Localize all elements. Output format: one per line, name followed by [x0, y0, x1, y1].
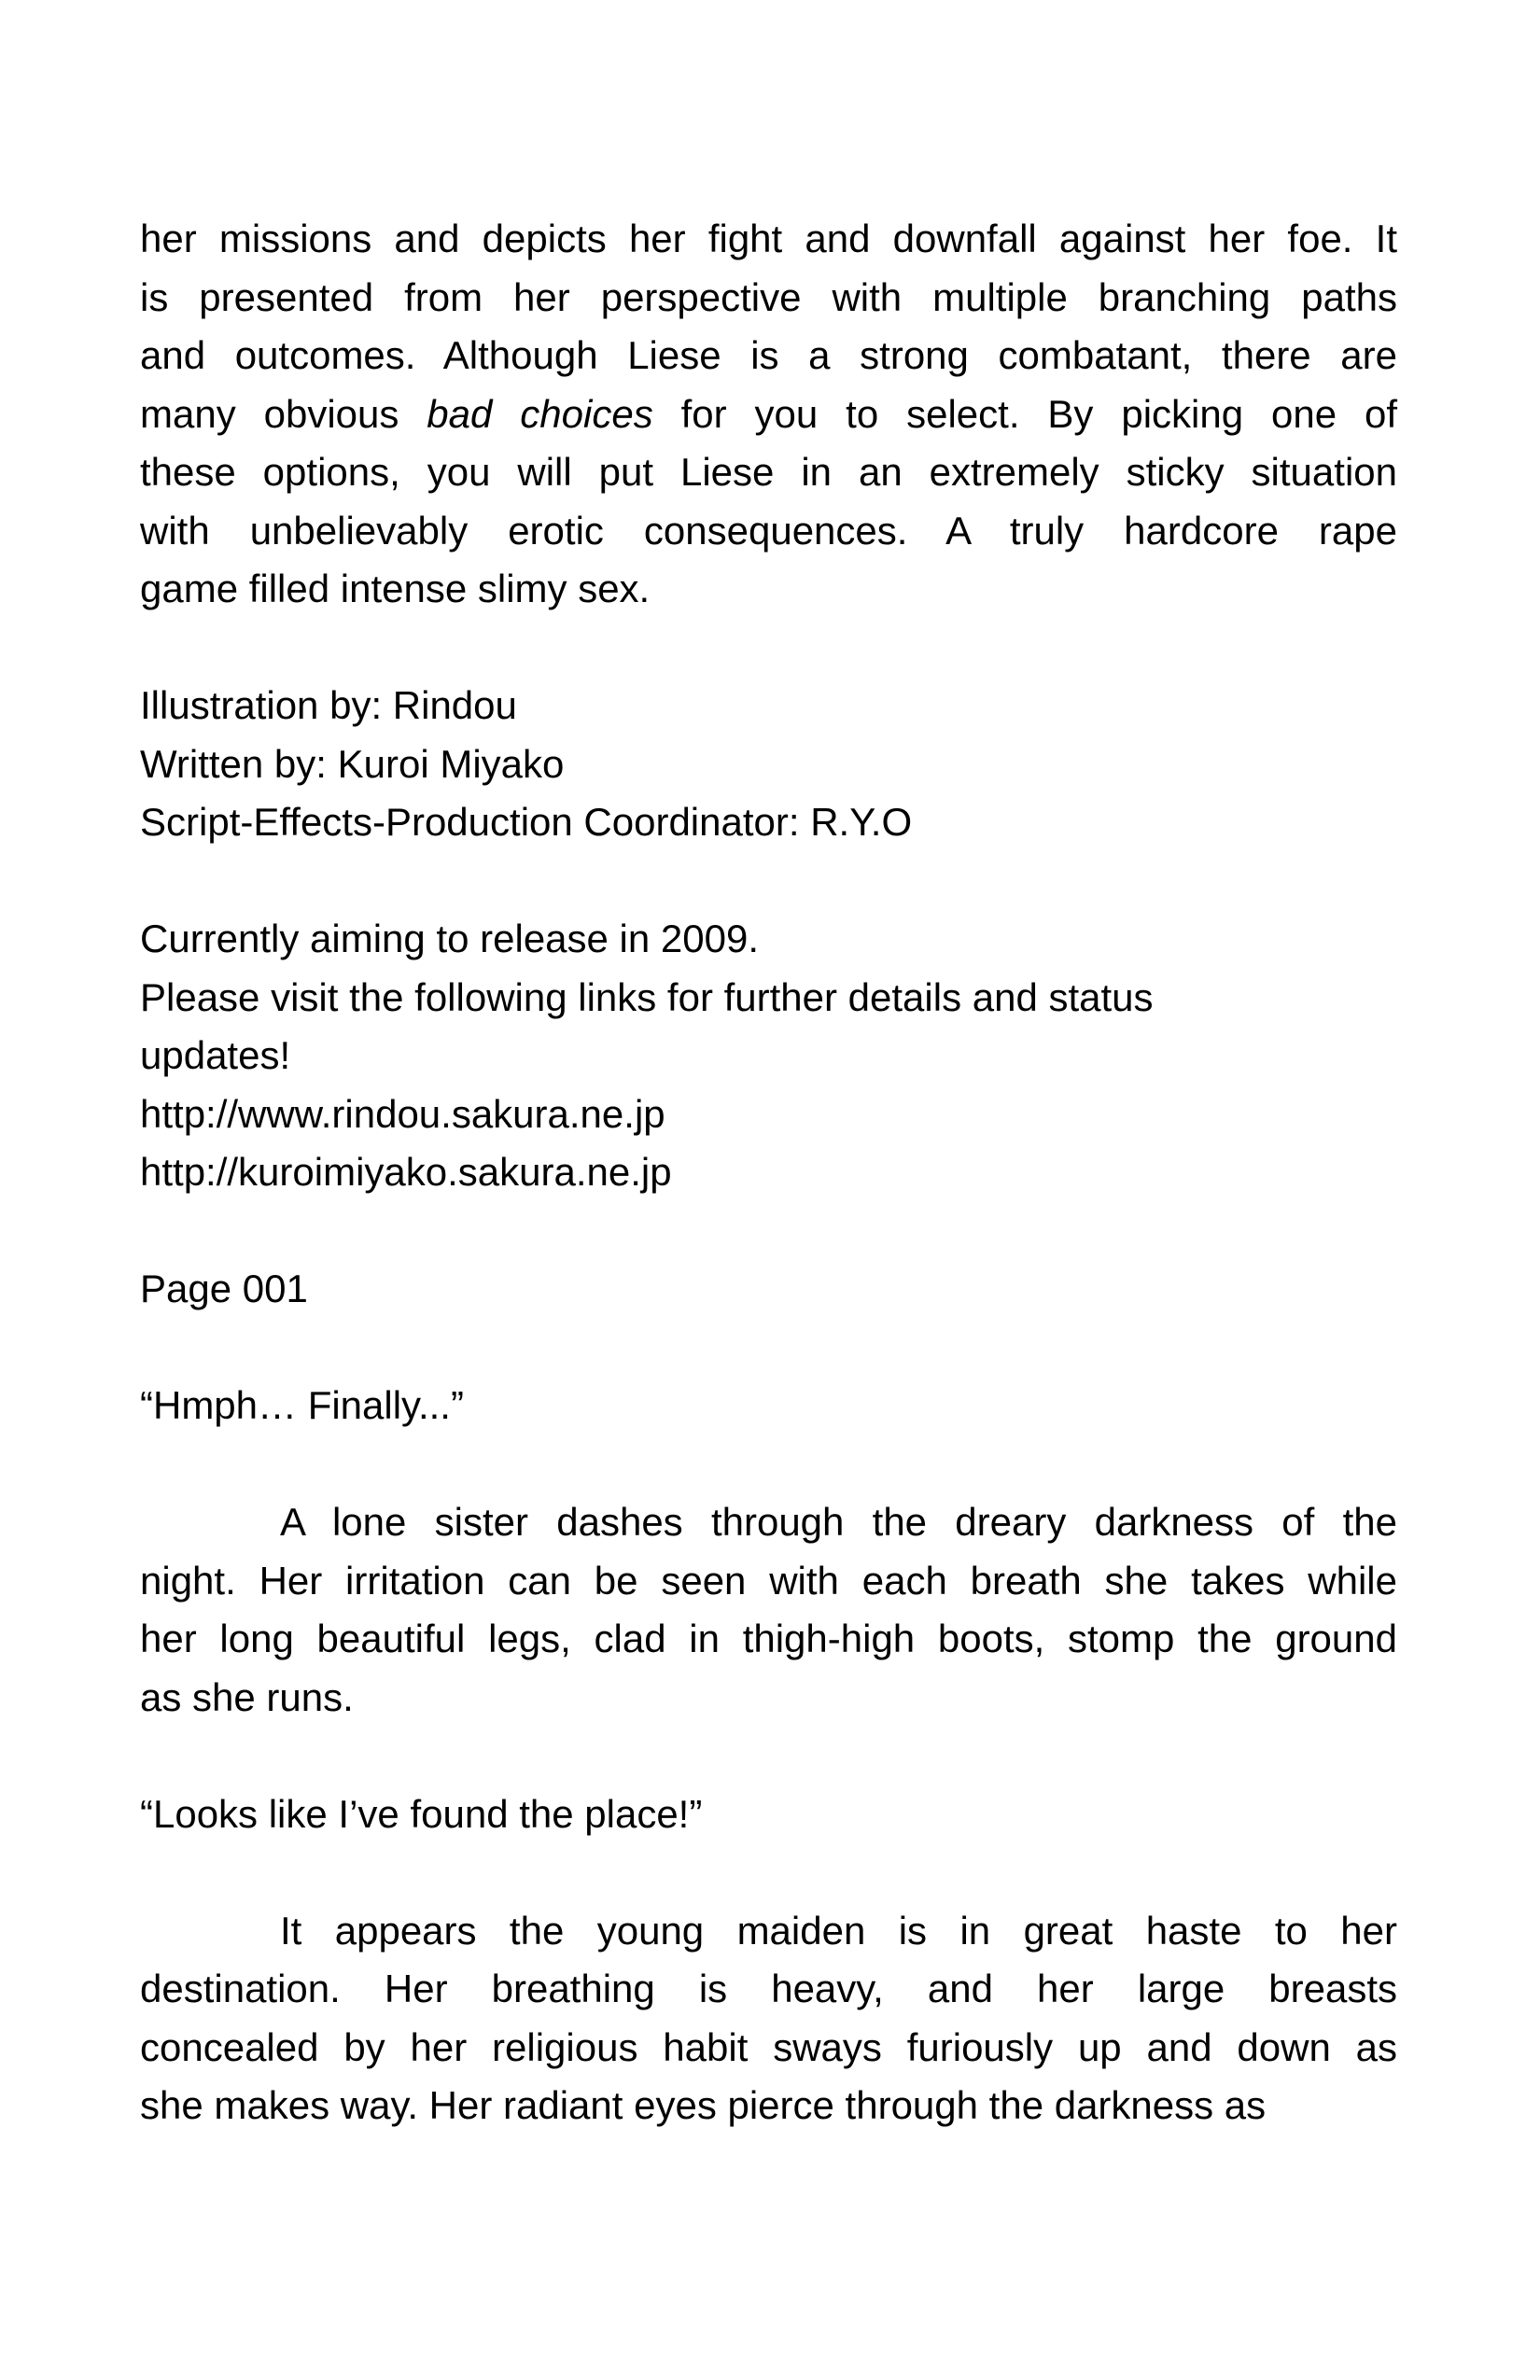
release-info-line: http://kuroimiyako.sakura.ne.jp — [140, 1150, 672, 1194]
paragraph-line: as she runs. — [140, 1674, 354, 1719]
paragraph-line: It appears the young maiden is in great haste to her — [280, 1908, 1397, 1953]
credit-line: Script-Effects-Production Coordinator: R.Y.O — [140, 800, 913, 844]
paragraph-line: destination. Her breathing is heavy, and her large breasts — [140, 1967, 1397, 2010]
paragraph-great-haste — [140, 1902, 1397, 2135]
dialogue-line: “Looks like I’ve found the place!” — [140, 1791, 703, 1836]
paragraph-line: concealed by her religious habit sways furiously up and down as — [140, 2024, 1397, 2069]
paragraph-night-run — [140, 1493, 1397, 1727]
credits — [140, 677, 1397, 852]
paragraph-line: game filled intense slimy sex. — [140, 567, 651, 610]
paragraph-line: her long beautiful legs, clad in thigh-high boots, stomp the ground — [140, 1617, 1397, 1660]
dialogue-found-place — [140, 1785, 1397, 1844]
paragraph-line: these options, you will put Liese in an extremely sticky situation — [140, 450, 1397, 494]
release-info-line: Currently aiming to release in 2009. — [140, 917, 760, 960]
paragraph-line: is presented from her perspective with multiple branching paths — [140, 274, 1397, 319]
paragraph-game-description — [140, 210, 1397, 619]
credit-line: Written by: Kuroi Miyako — [140, 741, 565, 786]
dialogue-line: “Hmph… Finally...” — [140, 1383, 464, 1427]
release-info — [140, 910, 1397, 1202]
paragraph-line: her missions and depicts her fight and downfall against her foe. It — [140, 217, 1397, 260]
paragraph-line: many obvious bad choices for you to select. By picking one of — [140, 391, 1397, 436]
paragraph-line: with unbelievably erotic consequences. A truly hardcore rape — [140, 508, 1397, 553]
page-label — [140, 1260, 1397, 1319]
page-number-label: Page 001 — [140, 1267, 308, 1310]
release-info-line: Please visit the following links for further details and status — [140, 974, 1154, 1019]
paragraph-line: and outcomes. Although Liese is a strong combatant, there are — [140, 333, 1397, 377]
document-content — [140, 210, 1397, 2193]
credit-line: Illustration by: Rindou — [140, 683, 517, 727]
release-info-line: updates! — [140, 1033, 291, 1077]
release-info-line: http://www.rindou.sakura.ne.jp — [140, 1091, 665, 1136]
paragraph-line: night. Her irritation can be seen with each breath she takes while — [140, 1558, 1397, 1603]
dialogue-hmph — [140, 1377, 1397, 1435]
paragraph-line: A lone sister dashes through the dreary darkness of the — [280, 1500, 1397, 1544]
paragraph-line: she makes way. Her radiant eyes pierce through the darkness as — [140, 2083, 1267, 2127]
